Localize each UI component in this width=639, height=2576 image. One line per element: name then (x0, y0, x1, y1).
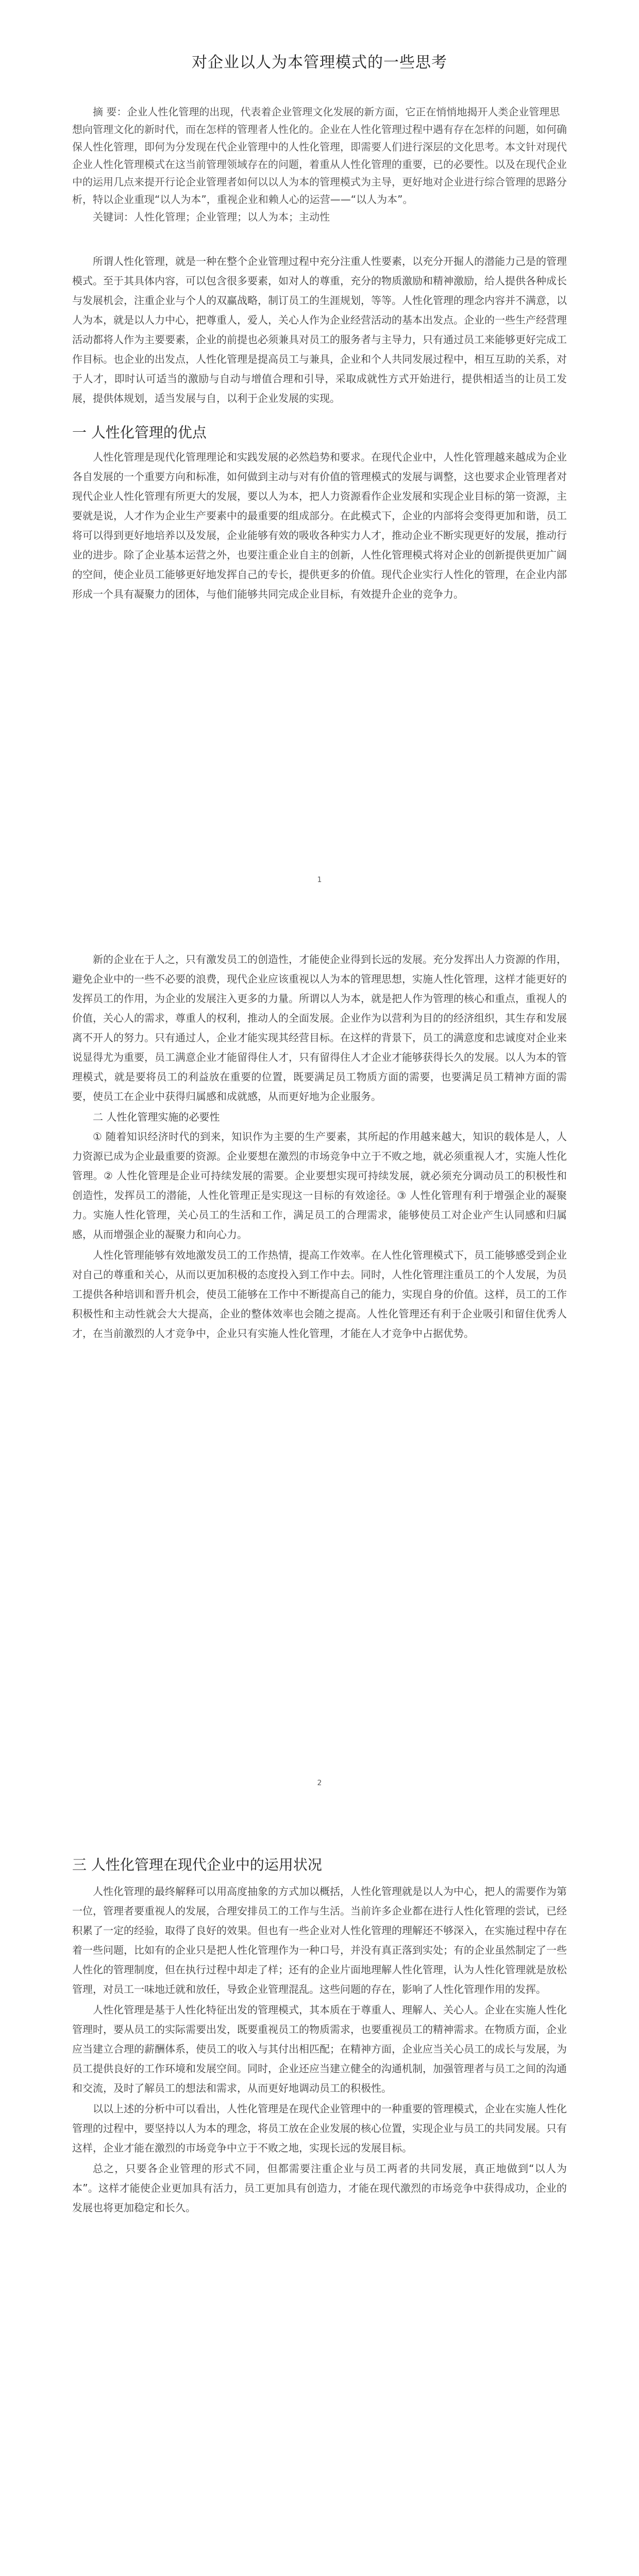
abstract: 摘 要：企业人性化管理的出现，代表着企业管理文化发展的新方面，它正在悄悄地揭开人类企业管理思想向管理文化的新时代，而在怎样的管理者人性化的。企业在人性化管理过程中遇有存在怎样的问题，如何确保人性化管理，即何为分发现在代企业管理中的人性化管理，即需要人们进行深层的文化思考。本文针对现代企业人性化管理模式在这当前管理领域存在的问题，着重从人性化管理的重要，已的必要性。以及在现代企业中的运用几点来提开行论企业管理者如何以以人为本的管理模式为主导，更好地对企业进行综合管理的思路分析，特以企业重现“以人为本”，重视企业和赖人心的运营——“以人为本”。 (72, 106, 567, 206)
section-heading-1: 一 人性化管理的优点 (72, 424, 207, 441)
page-3-paragraph-a: 人性化管理的最终解释可以用高度抽象的方式加以概括，人性化管理就是以人为中心，把人的需要作为第一位，管理者要重视人的发展，合理安排员工的工作与生活。当前许多企业都在进行人性化管理的尝试，已经积累了一定的经验，取得了良好的效果。但也有一些企业对人性化管理的理解还不够深入，在实施过程中存在着一些问题，比如有的企业只是把人性化管理作为一种口号，并没有真正落到实处；有的企业虽然制定了一些人性化的管理制度，但在执行过程中却走了样；还有的企业片面地理解人性化管理，认为人性化管理就是放松管理，对员工一味地迁就和放任，导致企业管理混乱。这些问题的存在，影响了人性化管理作用的发挥。 (72, 1885, 567, 1995)
page-3-content (72, 1854, 567, 2218)
section-1-paragraph: 人性化管理是现代化管理理论和实践发展的必然趋势和要求。在现代企业中，人性化管理越来越成为企业各自发展的一个重要方向和标准，如何做到主动与对有价值的管理模式的发展与调整，这也要求企业管理者对现代企业人性化管理有所更大的发展，要以人为本，把人力资源看作企业发展和实现企业目标的第一资源，主要就是说，人才作为企业生产要素中的最重要的组成部分。在此模式下，企业的内部将会变得更加和谐，员工将可以得到更好地培养以及发展，企业能够有效的吸收各种实力人才，推动企业不断实现更好的发展，推动行业的进步。除了企业基本运营之外，也要注重企业自主的创新，人性化管理模式将对企业的创新提供更加广阔的空间，使企业员工能够更好地发挥自己的专长，提供更多的价值。现代企业实行人性化的管理，在企业内部形成一个具有凝聚力的团体，与他们能够共同完成企业目标，有效提升企业的竞争力。 (72, 451, 567, 600)
page-3-paragraph-d: 总之，只要各企业管理的形式不同，但都需要注重企业与员工两者的共同发展，真正地做到“以人为本”。这样才能使企业更加具有活力，员工更加具有创造力，才能在现代激烈的市场竞争中获得成功，企业的发展也将更加稳定和长久。 (72, 2162, 567, 2214)
page-2-paragraph-b: ① 随着知识经济时代的到来，知识作为主要的生产要素，其所起的作用越来越大，知识的载体是人，人力资源已成为企业最重要的资源。企业要想在激烈的市场竞争中立于不败之地，就必须重视人才，实施人性化管理。② 人性化管理是企业可持续发展的需要。企业要想实现可持续发展，就必须充分调动员工的积极性和创造性，发挥员工的潜能，人性化管理正是实现这一目标的有效途径。③ 人性化管理有利于增强企业的凝聚力。实施人性化管理，关心员工的生活和工作，满足员工的合理需求，能够使员工对企业产生认同感和归属感，从而增强企业的凝聚力和向心力。 (72, 1130, 567, 1241)
intro-paragraph: 所谓人性化管理，就是一种在整个企业管理过程中充分注重人性要素，以充分开掘人的潜能力己是的管理模式。至于其具体内容，可以包含很多要素，如对人的尊重，充分的物质激励和精神激励，给人提供各种成长与发展机会，注重企业与个人的双赢战略，制订员工的生涯规划，等等。人性化管理的理念内容并不满意，以人为本，就是以人力中心，把尊重人，爱人，关心人作为企业经营活动的基本出发点。企业的一些生产经营理活动都将人作为主要要素，企业的前提也必须兼具对员工的服务者与主导力，只有通过员工来能够更好完成工作目标。也企业的出发点，人性化管理是提高员工与兼具，企业和个人共同发展过程中，相互互助的关系，对于人才，即时认可适当的激励与自动与增值合理和引导，采取成就性方式开始进行，提供相适当的让员工发展，提供体规划，适当发展与自，以利于企业发展的实现。 (72, 255, 567, 404)
page-2-paragraph-a: 新的企业在于人之，只有激发员工的创造性，才能使企业得到长远的发展。充分发挥出人力资源的作用，避免企业中的一些不必要的浪费，现代企业应该重视以人为本的管理思想，实施人性化管理，这样才能更好的发挥员工的作用，为企业的发展注入更多的力量。所谓以人为本，就是把人作为管理的核心和重点，重视人的价值，关心人的需求，尊重人的权利，推动人的全面发展。企业作为以营利为目的的经济组织，其生存和发展离不开人的努力。只有通过人，企业才能实现其经营目标。在这样的背景下，员工的满意度和忠诚度对企业来说显得尤为重要，员工满意企业才能留得住人才，只有留得住人才企业才能够获得长久的发展。以人为本的管理模式，就是要将员工的利益放在重要的位置，既要满足员工物质方面的需要，也要满足员工精神方面的需要，使员工在企业中获得归属感和成就感，从而更好地为企业服务。 (72, 953, 567, 1103)
section-heading-3: 三 人性化管理在现代企业中的运用状况 (72, 1856, 322, 1873)
document-title: 对企业以人为本管理模式的一些思考 (192, 54, 447, 72)
page-2 (0, 903, 639, 1806)
page-1 (0, 0, 639, 903)
page-3-paragraph-c: 以以上述的分析中可以看出，人性化管理是在现代企业管理中的一种重要的管理模式，企业在实施人性化管理的过程中，要坚持以人为本的理念，将员工放在企业发展的核心位置，实现企业与员工的共同发展。只有这样，企业才能在激烈的市场竞争中立于不败之地，实现长远的发展目标。 (72, 2103, 567, 2154)
page-number: 1 (317, 876, 322, 884)
page-number: 2 (317, 1779, 322, 1787)
section-heading-2: 二 人性化管理实施的必要性 (93, 1111, 220, 1123)
page-2-content (72, 950, 567, 1344)
keywords: 关键词：人性化管理；企业管理；以人为本；主动性 (93, 211, 330, 223)
page-1-content (72, 49, 567, 605)
page-3-paragraph-b: 人性化管理是基于人性化特征出发的管理模式，其本质在于尊重人、理解人、关心人。企业在实施人性化管理时，要从员工的实际需要出发，既要重视员工的物质需求，也要重视员工的精神需求。在物质方面，企业应当建立合理的薪酬体系，使员工的收入与其付出相匹配；在精神方面，企业应当关心员工的成长与发展，为员工提供良好的工作环境和发展空间。同时，企业还应当建立健全的沟通机制，加强管理者与员工之间的沟通和交流，及时了解员工的想法和需求，从而更好地调动员工的积极性。 (72, 2004, 567, 2094)
page-2-paragraph-c: 人性化管理能够有效地激发员工的工作热情，提高工作效率。在人性化管理模式下，员工能够感受到企业对自己的尊重和关心，从而以更加积极的态度投入到工作中去。同时，人性化管理注重员工的个人发展，为员工提供各种培训和晋升机会，使员工能够在工作中不断提高自己的能力，实现自身的价值。这样，员工的工作积极性和主动性就会大大提高，企业的整体效率也会随之提高。人性化管理还有利于企业吸引和留住优秀人才，在当前激烈的人才竞争中，企业只有实施人性化管理，才能在人才竞争中占据优势。 (72, 1249, 567, 1340)
page-3 (0, 1806, 639, 2576)
